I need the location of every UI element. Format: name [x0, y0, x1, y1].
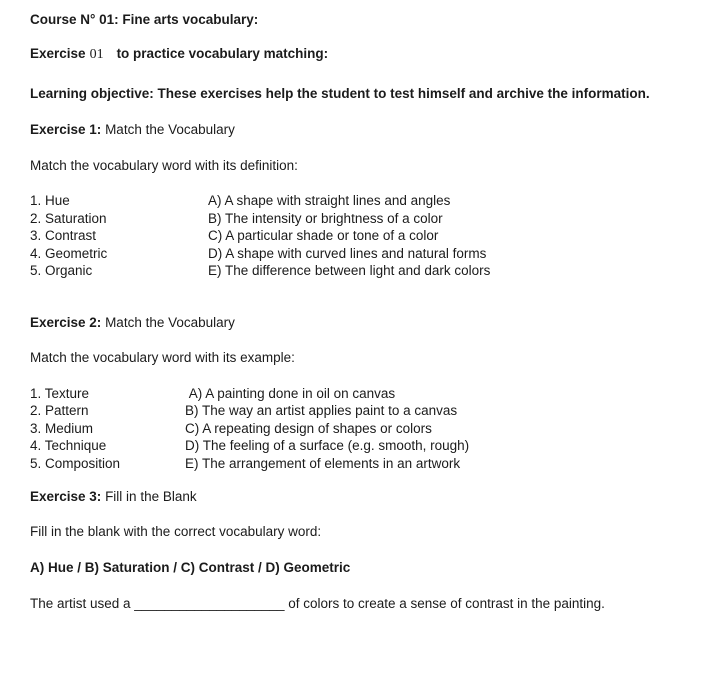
exercise2-heading-label: Exercise 2: [30, 314, 102, 330]
match-row [30, 210, 695, 228]
exercise1-heading-label: Exercise 1: [30, 122, 102, 137]
definition-text: B) The way an artist applies paint to a canvas [185, 403, 458, 418]
exercise-description: to practice vocabulary matching: [116, 46, 329, 61]
definition-text: C) A particular shade or tone of a color [208, 228, 439, 243]
exercise3-instruction: Fill in the blank with the correct vocabulary word: [30, 524, 322, 539]
exercise1-heading-rest: Match the Vocabulary [101, 122, 235, 137]
term-text: 1. Texture [30, 385, 90, 401]
exercise2-heading-rest: Match the Vocabulary [101, 314, 235, 330]
term-text: 5. Organic [30, 263, 93, 278]
term-text: 4. Geometric [30, 245, 108, 261]
exercise2-heading [30, 314, 695, 331]
exercise1-heading [30, 121, 695, 138]
exercise1-match-list [30, 192, 695, 280]
exercise3-answer-options: A) Hue / B) Saturation / C) Contrast / D) Geometric [30, 560, 351, 575]
match-row [30, 437, 695, 455]
match-row [30, 262, 695, 280]
exercise-number-line [30, 45, 695, 63]
definition-text: A) A painting done in oil on canvas [185, 385, 396, 401]
exercise3-heading [30, 488, 695, 505]
exercise2-instruction: Match the vocabulary word with its example: [30, 349, 295, 365]
definition-text: D) The feeling of a surface (e.g. smooth, rough) [185, 438, 470, 453]
exercise3-heading-rest: Fill in the Blank [101, 489, 197, 504]
exercise-number: 01 [89, 47, 104, 62]
match-row [30, 455, 695, 473]
term-text: 1. Hue [30, 193, 70, 208]
match-row [30, 420, 695, 438]
term-text: 3. Contrast [30, 228, 97, 243]
definition-text: D) A shape with curved lines and natural forms [208, 245, 487, 261]
match-row [30, 227, 695, 245]
fill-blank-sentence: The artist used a ____________________ of colors to create a sense of contrast in the painting. [30, 596, 605, 611]
term-text: 2. Pattern [30, 403, 89, 418]
exercise-label: Exercise [30, 46, 86, 61]
definition-text: E) The difference between light and dark colors [208, 263, 491, 278]
match-row [30, 245, 695, 263]
definition-text: A) A shape with straight lines and angles [208, 193, 451, 208]
definition-text: C) A repeating design of shapes or colors [185, 420, 432, 436]
term-text: 3. Medium [30, 420, 94, 436]
match-row [30, 402, 695, 420]
exercise1-instruction: Match the vocabulary word with its definition: [30, 158, 298, 173]
definition-text: B) The intensity or brightness of a color [208, 210, 443, 226]
learning-objective: Learning objective: These exercises help the student to test himself and archive the information. [30, 86, 650, 101]
definition-text: E) The arrangement of elements in an artwork [185, 455, 461, 471]
exercise2-match-list [30, 385, 695, 473]
exercise3-heading-label: Exercise 3: [30, 489, 102, 504]
course-title: Course N° 01: Fine arts vocabulary: [30, 12, 259, 27]
match-row [30, 385, 695, 403]
match-row [30, 192, 695, 210]
term-text: 4. Technique [30, 438, 107, 453]
term-text: 5. Composition [30, 455, 121, 471]
term-text: 2. Saturation [30, 210, 107, 226]
